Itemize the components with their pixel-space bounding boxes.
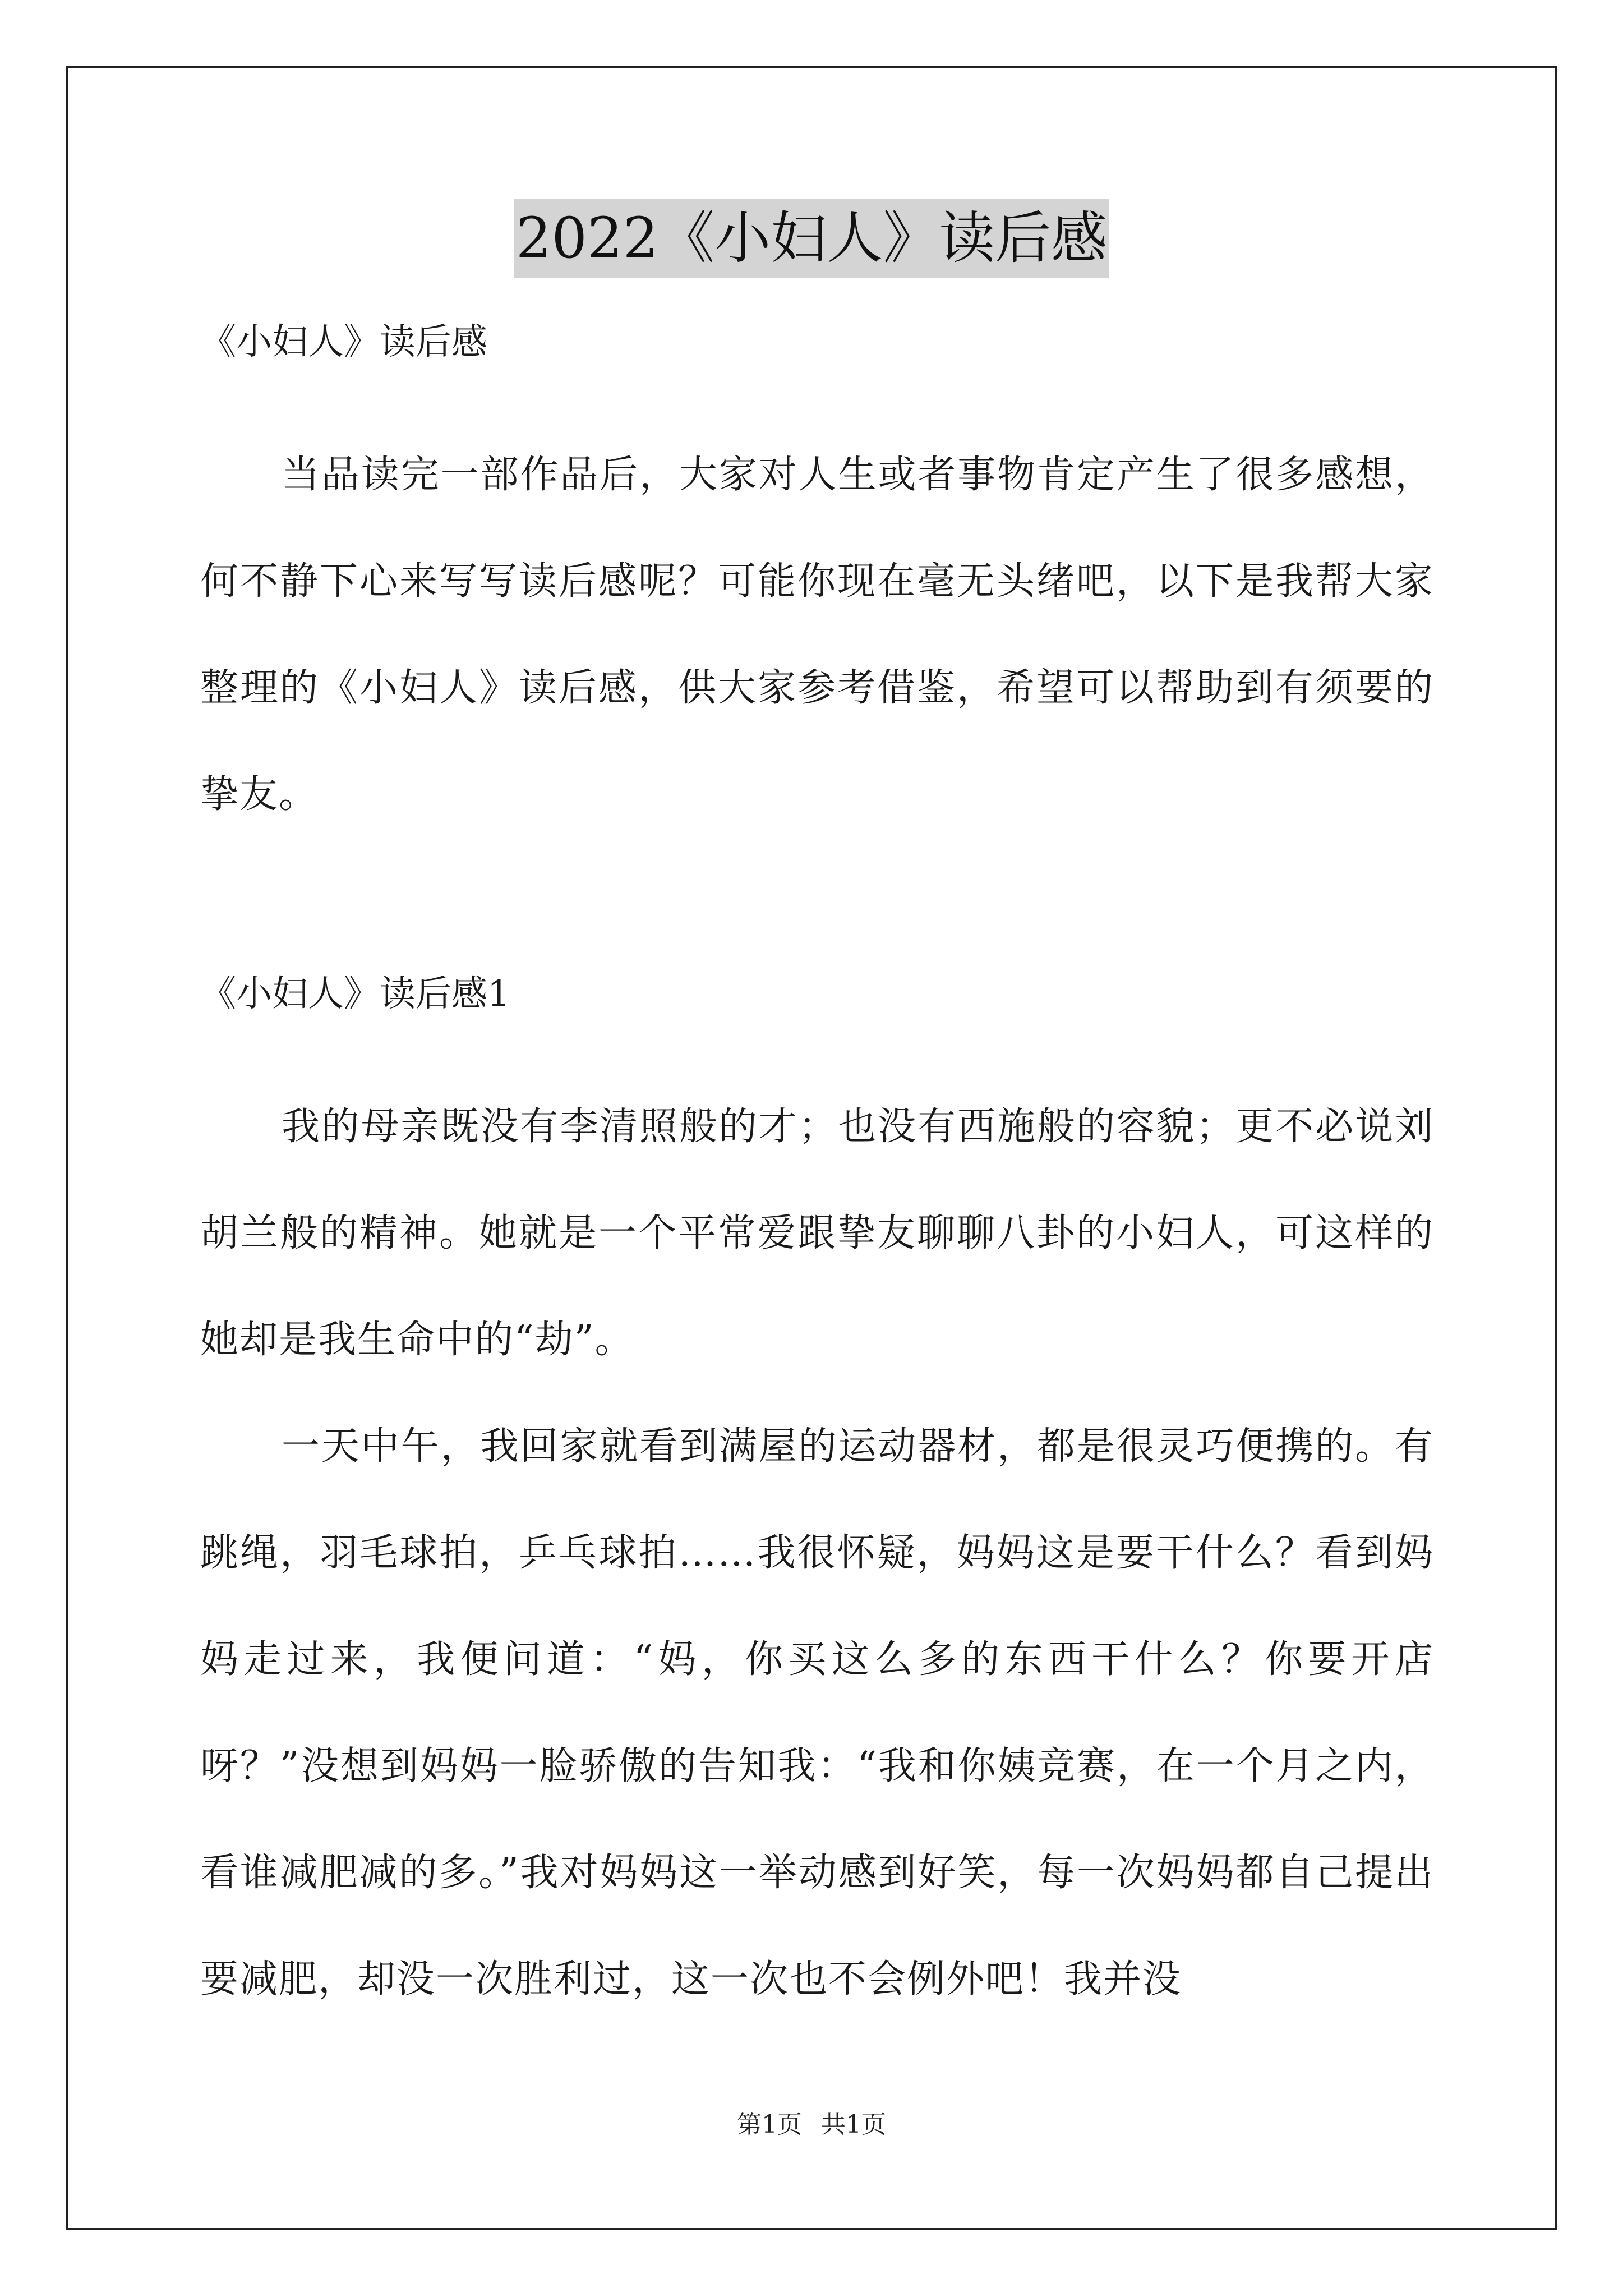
page-number: 第1页 [737,2110,802,2139]
spacer [200,1022,1434,1074]
spacer [200,370,1434,422]
body-paragraph-1: 我的母亲既没有李清照般的才；也没有西施般的容貌；更不必说刘胡兰般的精神。她就是一个平常爱跟挚友聊聊八卦的小妇人，可这样的她却是我生命中的“劫”。 [200,1105,1434,1362]
spacer [200,848,1434,966]
page-total: 共1页 [821,2110,886,2139]
body-paragraph-2: 一天中午，我回家就看到满屋的运动器材，都是很灵巧便携的。有跳绳，羽毛球拍，乒乓球拍……我很怀疑，妈妈这是要干什么？看到妈妈走过来，我便问道：“妈，你买这么多的东西干什么？你要开店呀？”没想到妈妈一脸骄傲的告知我：“我和你姨竞赛，在一个月之内，看谁减肥减的多。”我对妈妈这一举动感到好笑，每一次妈妈都自己提出要减肥，却没一次胜利过，这一次也不会例外吧！我并没 [200,1424,1434,2001]
title-container [0,199,1623,278]
page-footer [0,2108,1623,2142]
intro-paragraph: 当品读完一部作品后，大家对人生或者事物肯定产生了很多感想，何不静下心来写写读后感呢？可能你现在毫无头绪吧，以下是我帮大家整理的《小妇人》读后感，供大家参考借鉴，希望可以帮助到有须要的挚友。 [200,453,1434,817]
document-title: 2022《小妇人》读后感 [514,199,1110,278]
section-heading: 《小妇人》读后感1 [200,973,510,1015]
intro-heading: 《小妇人》读后感 [200,321,487,363]
document-body [200,314,1434,2033]
